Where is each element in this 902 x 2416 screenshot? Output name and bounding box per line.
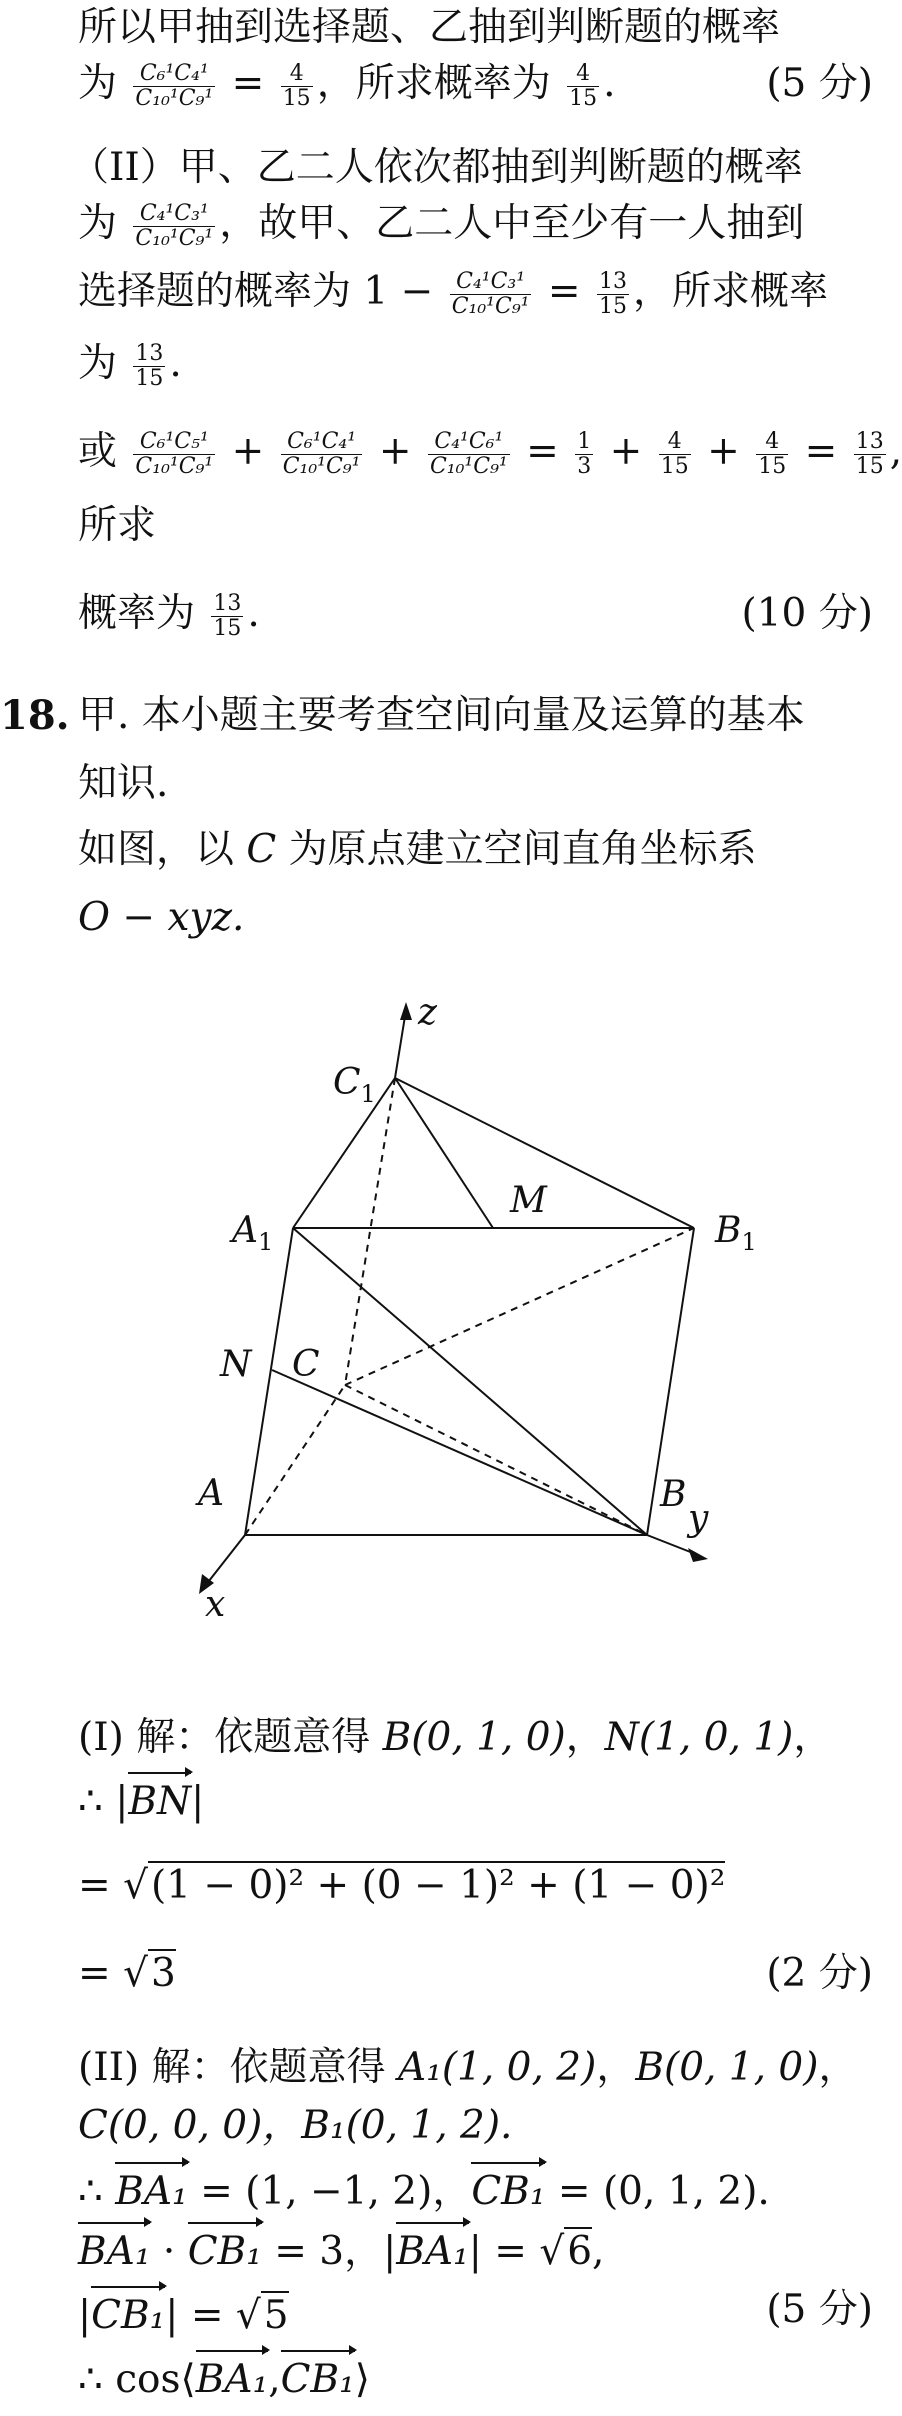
text: = <box>547 269 581 314</box>
segment-c1-m <box>395 1078 493 1228</box>
fraction-denominator: C₁₀¹C₉¹ <box>135 85 214 111</box>
text: 所以甲抽到选择题、乙抽到判断题的概率 <box>78 5 781 50</box>
text: = (0, 1, 2). <box>557 2169 770 2214</box>
text-line <box>78 2158 873 2220</box>
fraction <box>281 62 313 111</box>
text-line <box>78 498 873 554</box>
label-a: A <box>198 1473 224 1514</box>
fraction <box>450 270 532 319</box>
text: ⟩ <box>354 2357 370 2402</box>
fraction-denominator: 15 <box>569 85 598 111</box>
text: = 3，| <box>274 2229 397 2274</box>
text: （II）甲、乙二人依次都抽到判断题的概率 <box>70 145 803 190</box>
fraction-numerator: C₆¹C₅¹ <box>133 430 215 455</box>
text: . <box>247 591 260 636</box>
text: · <box>162 2229 176 2274</box>
text: = <box>804 429 838 474</box>
math-variable: C <box>246 827 277 872</box>
fraction <box>428 430 510 479</box>
score-label: (10 分) <box>741 591 873 636</box>
label-c1-sub: 1 <box>360 1080 376 1108</box>
fraction-denominator: 15 <box>213 615 242 641</box>
fraction <box>281 430 363 479</box>
fraction-numerator: C₄¹C₃¹ <box>450 270 532 295</box>
text: . <box>169 341 182 386</box>
text-line <box>78 890 873 946</box>
x-axis <box>205 1535 245 1586</box>
math: A₁(1, 0, 2) <box>398 2045 597 2090</box>
prism-figure <box>180 990 757 1630</box>
fraction <box>756 430 788 479</box>
text: | <box>191 1779 205 1824</box>
text-line <box>78 336 873 392</box>
text: ∴ <box>78 2169 103 2214</box>
text: + <box>707 429 740 474</box>
text: = <box>78 1863 111 1908</box>
fraction-denominator: 15 <box>598 293 627 319</box>
score-label: (5 分) <box>766 2287 873 2332</box>
text-line <box>78 2346 873 2408</box>
text: = (1, −1, 2)， <box>200 2169 472 2214</box>
fraction-numerator: 4 <box>567 62 599 87</box>
text-line <box>78 756 873 812</box>
math: B(0, 1, 0) <box>635 2045 819 2090</box>
edge-a-c <box>245 1385 345 1535</box>
z-axis-arrow <box>400 1002 412 1020</box>
math: C(0, 0, 0)，B₁(0, 1, 2). <box>78 2103 513 2148</box>
label-b1-main: B <box>715 1210 742 1251</box>
text-line <box>78 1710 873 1766</box>
text: , <box>268 2357 281 2402</box>
fraction <box>597 270 629 319</box>
fraction-numerator: C₄¹C₃¹ <box>133 202 215 227</box>
text-line <box>78 56 873 112</box>
segment-a1-b <box>293 1228 647 1535</box>
radicand: 5 <box>261 2291 289 2339</box>
radicand: 6 <box>564 2227 592 2275</box>
fraction-denominator: 3 <box>577 453 592 479</box>
text: | = <box>468 2229 527 2274</box>
fraction <box>575 430 593 479</box>
fraction-denominator: C₁₀¹C₉¹ <box>429 453 508 479</box>
text: = <box>78 1951 111 1996</box>
text-line <box>78 2218 873 2280</box>
fraction-denominator: 15 <box>660 453 689 479</box>
fraction <box>133 430 215 479</box>
fraction-numerator: C₆¹C₄¹ <box>133 62 215 87</box>
vector: CB₁ <box>281 2346 355 2408</box>
sqrt-sign: √ <box>235 2293 261 2338</box>
fraction-numerator: 13 <box>135 340 164 366</box>
text-line <box>78 2282 873 2344</box>
edge-c1-c <box>345 1078 395 1385</box>
text-line <box>78 196 873 252</box>
text: 甲. 本小题主要考查空间向量及运算的基本 <box>78 693 805 738</box>
sqrt-sign: √ <box>123 1863 148 1908</box>
text-line <box>78 424 902 480</box>
label-b1-sub: 1 <box>741 1228 757 1256</box>
fraction <box>211 592 243 641</box>
text: 为 <box>78 341 118 386</box>
vector: CB₁ <box>91 2282 165 2344</box>
text-line <box>78 822 873 878</box>
fraction <box>854 430 886 479</box>
fraction <box>567 62 599 111</box>
text: (I) 解：依题意得 <box>78 1715 371 1760</box>
label-a1-main: A <box>232 1210 258 1251</box>
fraction <box>133 342 165 391</box>
label-c1-main: C <box>333 1062 361 1103</box>
edge-a1-a <box>245 1228 293 1535</box>
text-line <box>78 2040 873 2096</box>
vector: CB₁ <box>471 2158 545 2220</box>
vector: BA₁ <box>115 2158 187 2220</box>
text: 或 <box>78 429 118 474</box>
text-line <box>78 586 873 642</box>
text: (II) 解：依题意得 <box>78 2045 386 2090</box>
fraction <box>133 62 215 111</box>
text: = <box>231 61 265 106</box>
text: ， <box>818 2045 858 2090</box>
fraction-numerator: C₆¹C₄¹ <box>281 430 363 455</box>
text-line <box>78 1946 873 2002</box>
text: | = <box>165 2293 224 2338</box>
fraction-denominator: 15 <box>855 453 884 479</box>
fraction-numerator: 4 <box>756 430 788 455</box>
fraction-denominator: C₁₀¹C₉¹ <box>135 225 214 251</box>
fraction-numerator: 13 <box>213 590 242 616</box>
fraction-numerator: 13 <box>855 428 884 454</box>
text: = <box>526 429 559 474</box>
text: 为 <box>78 61 118 106</box>
text: | <box>78 2293 92 2338</box>
text: . <box>603 61 616 106</box>
fraction-numerator: 1 <box>577 428 592 454</box>
text-line <box>78 688 873 744</box>
fraction-denominator: C₁₀¹C₉¹ <box>451 293 530 319</box>
text: , <box>889 429 902 474</box>
sqrt-sign: √ <box>539 2229 565 2274</box>
text: ∴ | <box>78 1779 129 1824</box>
text-line <box>78 1858 873 1914</box>
vector: BN <box>128 1768 191 1830</box>
label-z: z <box>418 992 437 1033</box>
text: 为原点建立空间直角坐标系 <box>288 827 757 872</box>
text: ， <box>596 2045 636 2090</box>
text: ，所求概率 <box>632 269 828 314</box>
text: + <box>231 429 265 474</box>
vector: BA₁ <box>78 2218 150 2280</box>
z-axis <box>395 1010 406 1078</box>
fraction-denominator: C₁₀¹C₉¹ <box>135 453 214 479</box>
text: ，故甲、乙二人中至少有一人抽到 <box>219 201 805 246</box>
text-line <box>78 2098 873 2154</box>
text: ， <box>565 1715 605 1760</box>
label-x: x <box>205 1584 226 1625</box>
fraction-numerator: 4 <box>281 62 313 87</box>
vector: BA₁ <box>396 2218 468 2280</box>
radicand: 3 <box>148 1949 176 1997</box>
vector: BA₁ <box>196 2346 268 2408</box>
fraction-denominator: C₁₀¹C₉¹ <box>282 453 361 479</box>
fraction <box>659 430 691 479</box>
edge-c-b <box>345 1385 647 1535</box>
fraction-denominator: 15 <box>758 453 787 479</box>
sqrt-sign: √ <box>123 1951 148 1996</box>
label-c: C <box>292 1344 320 1385</box>
fraction-numerator: C₄¹C₆¹ <box>428 430 510 455</box>
segment-c-b1 <box>345 1228 694 1385</box>
label-n: N <box>220 1344 252 1385</box>
label-m: M <box>510 1180 547 1221</box>
text: ，所求概率为 <box>316 61 551 106</box>
text: , <box>592 2229 605 2274</box>
question-number: 18. <box>0 692 70 739</box>
text-line <box>78 1768 873 1830</box>
segment-n-b <box>272 1370 647 1535</box>
fraction-numerator: 13 <box>598 268 627 294</box>
text: ， <box>793 1715 833 1760</box>
score-label: (2 分) <box>766 1951 873 1996</box>
text: + <box>378 429 412 474</box>
text: 选择题的概率为 1 − <box>78 269 434 314</box>
math: N(1, 0, 1) <box>604 1715 794 1760</box>
label-c1 <box>333 1062 376 1108</box>
fraction-denominator: 15 <box>135 365 164 391</box>
text: ∴ cos⟨ <box>78 2357 196 2402</box>
vector: CB₁ <box>188 2218 262 2280</box>
fraction <box>133 202 215 251</box>
label-a1-sub: 1 <box>258 1228 274 1256</box>
score-label: (5 分) <box>766 61 873 106</box>
text: O − xyz. <box>78 895 245 940</box>
text-line <box>78 0 873 56</box>
radicand: (1 − 0)² + (0 − 1)² + (1 − 0)² <box>148 1861 725 1909</box>
text: 知识. <box>78 761 169 806</box>
text-line <box>78 264 873 320</box>
label-a1 <box>229 1210 273 1256</box>
text: + <box>609 429 643 474</box>
text: 如图，以 <box>78 827 235 872</box>
fraction-denominator: 15 <box>282 85 311 111</box>
text: 所求 <box>78 503 157 548</box>
label-y: y <box>688 1498 709 1539</box>
label-b: B <box>660 1474 687 1515</box>
text-line <box>70 140 873 196</box>
fraction-numerator: 4 <box>659 430 691 455</box>
y-axis-arrow <box>688 1548 708 1562</box>
label-b1 <box>714 1210 757 1256</box>
math: B(0, 1, 0) <box>382 1715 566 1760</box>
text: 为 <box>78 201 118 246</box>
text: 概率为 <box>78 591 196 636</box>
